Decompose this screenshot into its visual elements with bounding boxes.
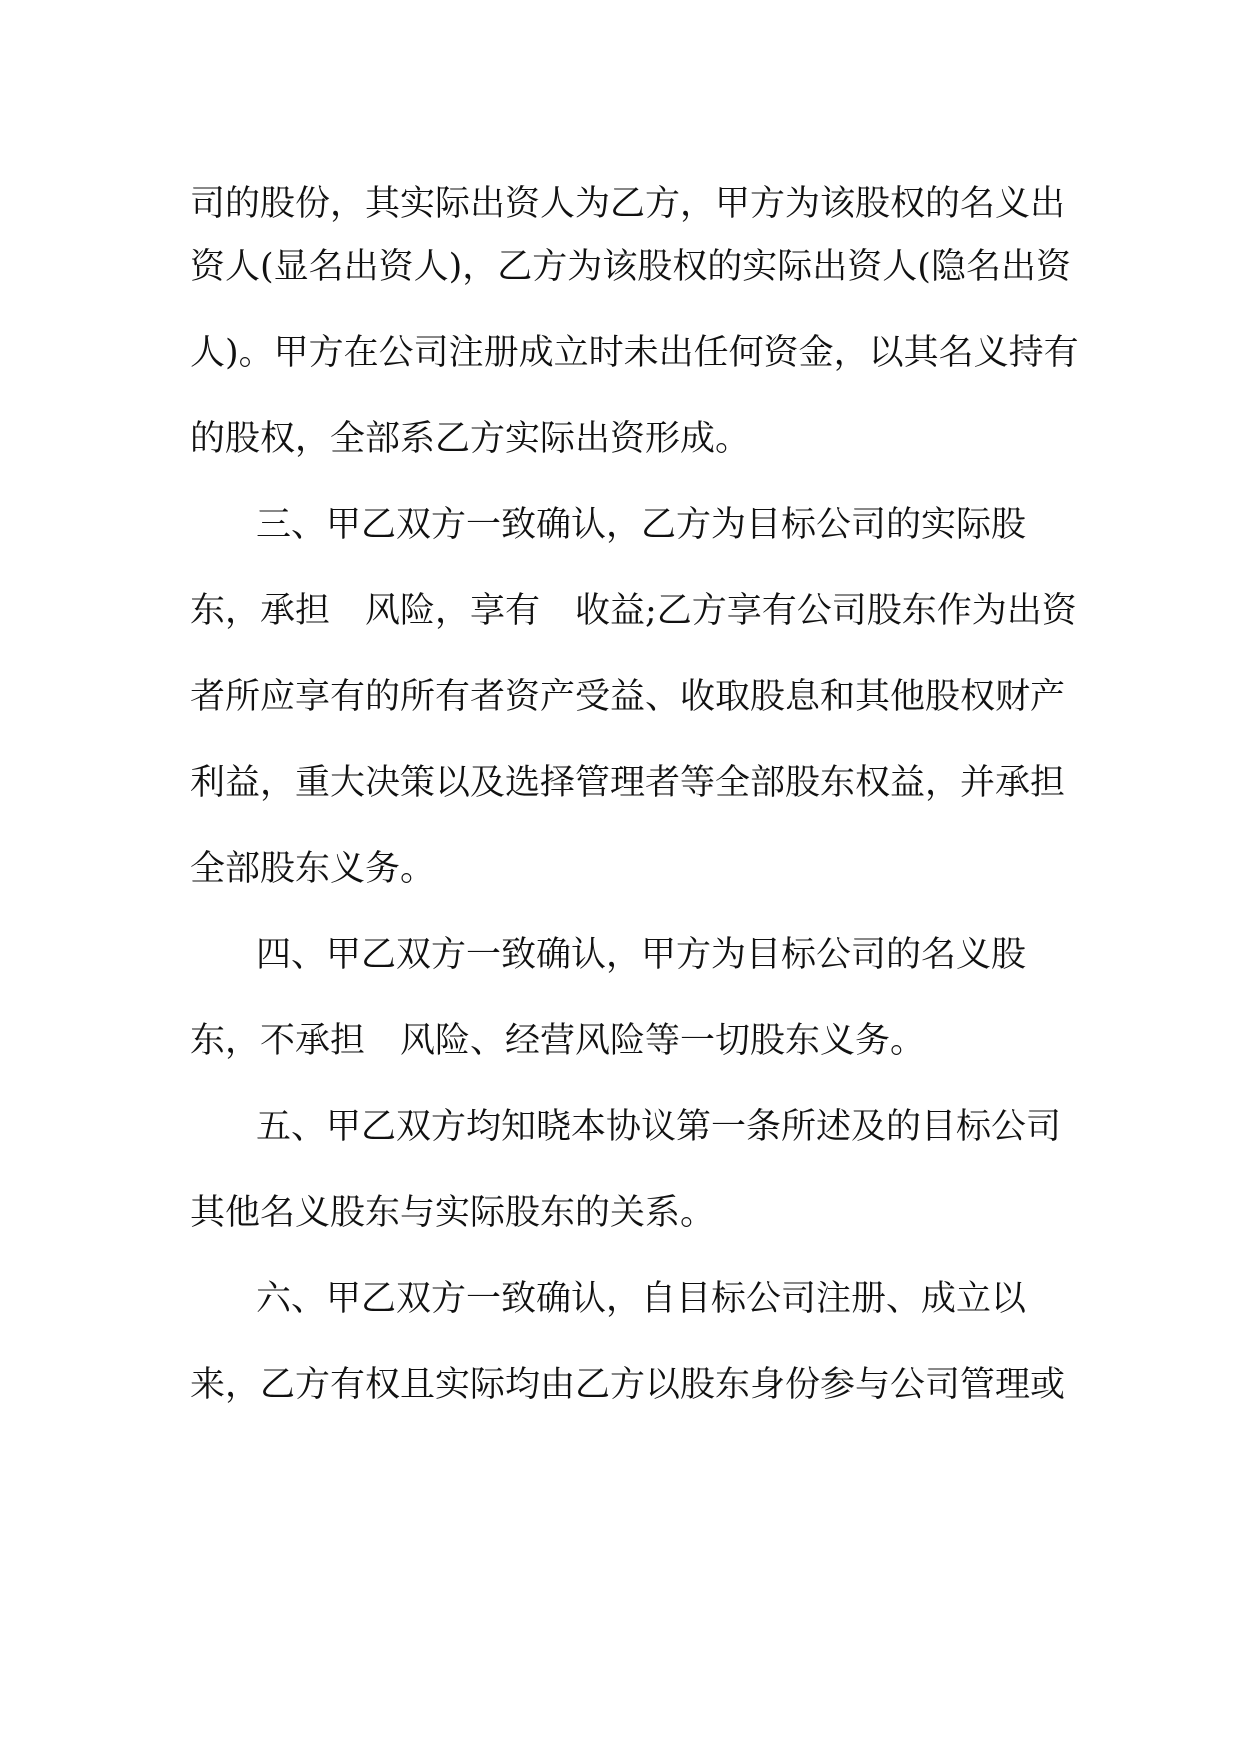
text-line: 东，承担 风险，享有 收益;乙方享有公司股东作为出资 [190,591,1077,631]
text-line: 者所应享有的所有者资产受益、收取股息和其他股权财产 [190,677,1066,717]
text-line: 六、甲乙双方一致确认，自目标公司注册、成立以 [256,1279,1027,1319]
text-line: 司的股份，其实际出资人为乙方，甲方为该股权的名义出 [190,184,1066,224]
text-line: 来，乙方有权且实际均由乙方以股东身份参与公司管理或 [190,1365,1066,1405]
text-line: 五、甲乙双方均知晓本协议第一条所述及的目标公司 [256,1107,1062,1147]
text-line: 的股权，全部系乙方实际出资形成。 [190,419,751,459]
text-line: 利益，重大决策以及选择管理者等全部股东权益，并承担 [190,763,1066,803]
text-line: 其他名义股东与实际股东的关系。 [190,1193,716,1233]
text-line: 资人(显名出资人)，乙方为该股权的实际出资人(隐名出资 [190,247,1071,287]
text-line: 东，不承担 风险、经营风险等一切股东义务。 [190,1021,926,1061]
text-line: 人)。甲方在公司注册成立时未出任何资金，以其名义持有 [190,333,1079,373]
text-line: 三、甲乙双方一致确认，乙方为目标公司的实际股 [256,505,1027,545]
text-line: 四、甲乙双方一致确认，甲方为目标公司的名义股 [256,935,1027,975]
text-line: 全部股东义务。 [190,849,436,889]
